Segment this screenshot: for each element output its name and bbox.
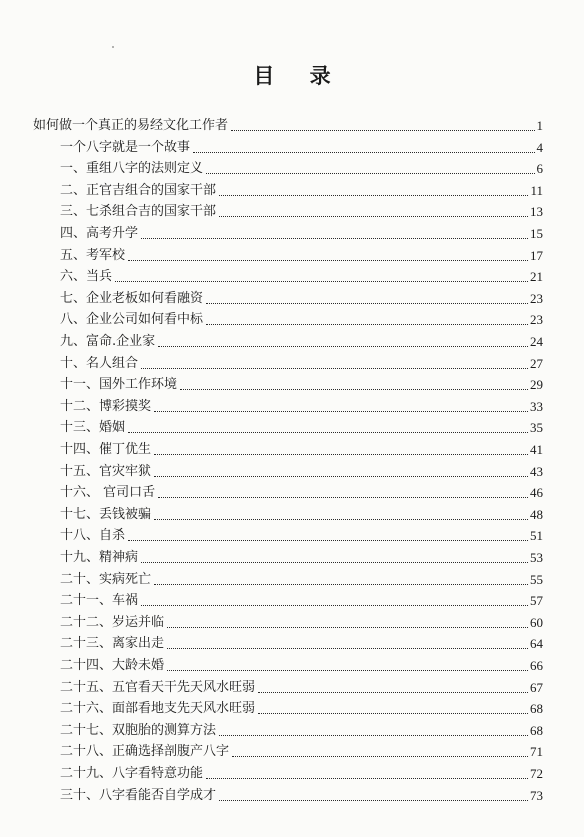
toc-entry[interactable] bbox=[60, 310, 543, 328]
toc-entry-title: 一个八字就是一个故事 bbox=[60, 139, 191, 155]
toc-entry[interactable] bbox=[60, 289, 543, 307]
toc-entry[interactable] bbox=[60, 375, 543, 393]
dot-leader bbox=[128, 431, 528, 433]
toc-entry-title: 三、七杀组合吉的国家干部 bbox=[60, 204, 217, 220]
toc-entry-page-number: 46 bbox=[530, 485, 543, 501]
toc-entry[interactable] bbox=[60, 202, 543, 220]
toc-entry-title: 七、企业老板如何看融资 bbox=[60, 290, 204, 306]
toc-entry-page-number: 51 bbox=[530, 528, 543, 544]
toc-entry-page-number: 27 bbox=[530, 355, 543, 371]
toc-entry[interactable] bbox=[60, 570, 543, 588]
dot-leader bbox=[219, 799, 528, 801]
toc-entry-page-number: 23 bbox=[530, 312, 543, 328]
toc-entry-title: 二十、实病死亡 bbox=[60, 571, 152, 587]
dot-leader bbox=[158, 496, 528, 498]
toc-entry[interactable] bbox=[60, 440, 543, 458]
dot-leader bbox=[193, 151, 534, 153]
toc-entry[interactable] bbox=[60, 397, 543, 415]
toc-entry-title: 如何做一个真正的易经文化工作者 bbox=[33, 118, 229, 133]
toc-entry[interactable] bbox=[60, 246, 543, 264]
toc-entry[interactable] bbox=[60, 634, 543, 652]
toc-entry-title: 六、当兵 bbox=[60, 269, 113, 285]
toc-entry-page-number: 67 bbox=[530, 679, 543, 695]
dot-leader bbox=[206, 777, 528, 779]
toc-entry-title: 十五、官灾牢狱 bbox=[60, 463, 152, 479]
dot-leader bbox=[141, 561, 528, 563]
dot-leader bbox=[154, 475, 528, 477]
toc-entry-title: 一、重组八字的法则定义 bbox=[60, 161, 204, 177]
toc-entry[interactable] bbox=[60, 786, 543, 804]
toc-entry-title: 八、企业公司如何看中标 bbox=[60, 312, 204, 328]
toc-entry-page-number: 71 bbox=[530, 744, 543, 760]
toc-entry[interactable] bbox=[60, 678, 543, 696]
toc-entry-title: 二十六、面部看地支先天风水旺弱 bbox=[60, 701, 256, 717]
dot-leader bbox=[128, 539, 528, 541]
toc-entry-page-number: 64 bbox=[530, 636, 543, 652]
toc-entry-page-number: 1 bbox=[536, 118, 543, 133]
toc-entry-title: 二十五、五官看天干先天风水旺弱 bbox=[60, 679, 256, 695]
toc-entry-title: 四、高考升学 bbox=[60, 226, 139, 241]
toc-entry[interactable] bbox=[60, 742, 543, 760]
toc-entry-title: 二十九、八字看特意功能 bbox=[60, 766, 204, 781]
toc-entry[interactable] bbox=[60, 656, 543, 674]
toc-entry-title: 十七、丢钱被骗 bbox=[60, 506, 152, 522]
toc-entry-page-number: 15 bbox=[530, 226, 543, 241]
dot-leader bbox=[206, 302, 528, 304]
dot-leader bbox=[141, 237, 528, 239]
toc-entry[interactable] bbox=[60, 418, 543, 436]
toc-entry-page-number: 29 bbox=[530, 377, 543, 393]
toc-entry-title: 十一、国外工作环境 bbox=[60, 377, 178, 393]
dot-leader bbox=[231, 129, 534, 131]
dot-leader bbox=[167, 626, 528, 628]
toc-entry-page-number: 66 bbox=[530, 658, 543, 673]
toc-entry-page-number: 24 bbox=[530, 334, 543, 349]
toc-entry-title: 二十四、大龄未婚 bbox=[60, 658, 165, 673]
toc-entry[interactable] bbox=[60, 354, 543, 372]
toc-entry-title: 十四、催丁优生 bbox=[60, 442, 152, 457]
scan-speck bbox=[112, 46, 114, 48]
toc-entry-title: 二十二、岁运并临 bbox=[60, 614, 165, 630]
toc-entry[interactable] bbox=[60, 483, 543, 501]
toc-entry-page-number: 73 bbox=[530, 787, 543, 803]
toc-entry-page-number: 68 bbox=[530, 701, 543, 717]
toc-entry[interactable] bbox=[60, 462, 543, 480]
toc-entry[interactable] bbox=[33, 116, 543, 134]
toc-entry-page-number: 41 bbox=[530, 442, 543, 457]
dot-leader bbox=[141, 604, 528, 606]
dot-leader bbox=[167, 669, 528, 671]
dot-leader bbox=[141, 367, 528, 369]
dot-leader bbox=[258, 691, 528, 693]
dot-leader bbox=[219, 194, 528, 196]
toc-entry[interactable] bbox=[60, 721, 543, 739]
toc-entry-title: 二十三、离家出走 bbox=[60, 636, 165, 652]
toc-entry-page-number: 17 bbox=[530, 247, 543, 263]
toc-entry-page-number: 35 bbox=[530, 420, 543, 436]
toc-entry-title: 十二、博彩摸奖 bbox=[60, 398, 152, 414]
toc-entry-title: 十六、 官司口舌 bbox=[60, 485, 156, 501]
toc-entry-page-number: 33 bbox=[530, 398, 543, 414]
toc-entry[interactable] bbox=[60, 159, 543, 177]
toc-entry[interactable] bbox=[60, 613, 543, 631]
toc-entry-page-number: 23 bbox=[530, 290, 543, 306]
dot-leader bbox=[167, 647, 528, 649]
toc-entry-page-number: 68 bbox=[530, 722, 543, 738]
toc-entry[interactable] bbox=[60, 332, 543, 350]
toc-entry-page-number: 4 bbox=[536, 139, 543, 155]
toc-entry-title: 二十八、正确选择剖腹产八字 bbox=[60, 744, 230, 760]
toc-entry-title: 二十一、车祸 bbox=[60, 593, 139, 609]
dot-leader bbox=[128, 259, 528, 261]
toc-entry-page-number: 53 bbox=[530, 550, 543, 565]
toc-entry-page-number: 57 bbox=[530, 593, 543, 609]
dot-leader bbox=[158, 345, 528, 347]
dot-leader bbox=[154, 583, 528, 585]
toc-entry[interactable] bbox=[60, 505, 543, 523]
toc-entry-page-number: 13 bbox=[530, 204, 543, 220]
toc-entry[interactable] bbox=[60, 591, 543, 609]
dot-leader bbox=[115, 280, 528, 282]
toc-entry[interactable] bbox=[60, 764, 543, 782]
toc-entry[interactable] bbox=[60, 138, 543, 156]
dot-leader bbox=[154, 453, 528, 455]
dot-leader bbox=[154, 410, 528, 412]
toc-entry-title: 十九、精神病 bbox=[60, 550, 139, 565]
toc-entry-title: 九、富命.企业家 bbox=[60, 334, 156, 349]
dot-leader bbox=[180, 388, 528, 390]
toc-entry[interactable] bbox=[60, 548, 543, 566]
toc-entry-title: 十、名人组合 bbox=[60, 355, 139, 371]
toc-entry-page-number: 21 bbox=[530, 269, 543, 285]
toc-entry-page-number: 6 bbox=[536, 161, 543, 177]
dot-leader bbox=[206, 172, 534, 174]
dot-leader bbox=[258, 712, 528, 714]
toc-entry-page-number: 11 bbox=[530, 182, 543, 198]
toc-entry-page-number: 60 bbox=[530, 614, 543, 630]
toc-entry-title: 二、正官吉组合的国家干部 bbox=[60, 182, 217, 198]
toc-entry-title: 十八、自杀 bbox=[60, 528, 126, 544]
toc-entry[interactable] bbox=[60, 224, 543, 242]
dot-leader bbox=[154, 518, 528, 520]
page-title: 目 录 bbox=[253, 63, 345, 88]
toc-entry-page-number: 55 bbox=[530, 571, 543, 587]
dot-leader bbox=[219, 215, 528, 217]
toc-entry-page-number: 48 bbox=[530, 506, 543, 522]
toc-entry-title: 三十、八字看能否自学成才 bbox=[60, 787, 217, 803]
toc-entry-page-number: 43 bbox=[530, 463, 543, 479]
toc-entry[interactable] bbox=[60, 526, 543, 544]
toc-entry-title: 十三、婚姻 bbox=[60, 420, 126, 436]
toc-entry-title: 二十七、双胞胎的测算方法 bbox=[60, 722, 217, 738]
dot-leader bbox=[219, 734, 528, 736]
toc-entry[interactable] bbox=[60, 181, 543, 199]
dot-leader bbox=[232, 755, 528, 757]
toc-entry-title: 五、考军校 bbox=[60, 247, 126, 263]
dot-leader bbox=[206, 323, 528, 325]
toc-entry[interactable] bbox=[60, 699, 543, 717]
toc-entry[interactable] bbox=[60, 267, 543, 285]
toc-entry-page-number: 72 bbox=[530, 766, 543, 781]
